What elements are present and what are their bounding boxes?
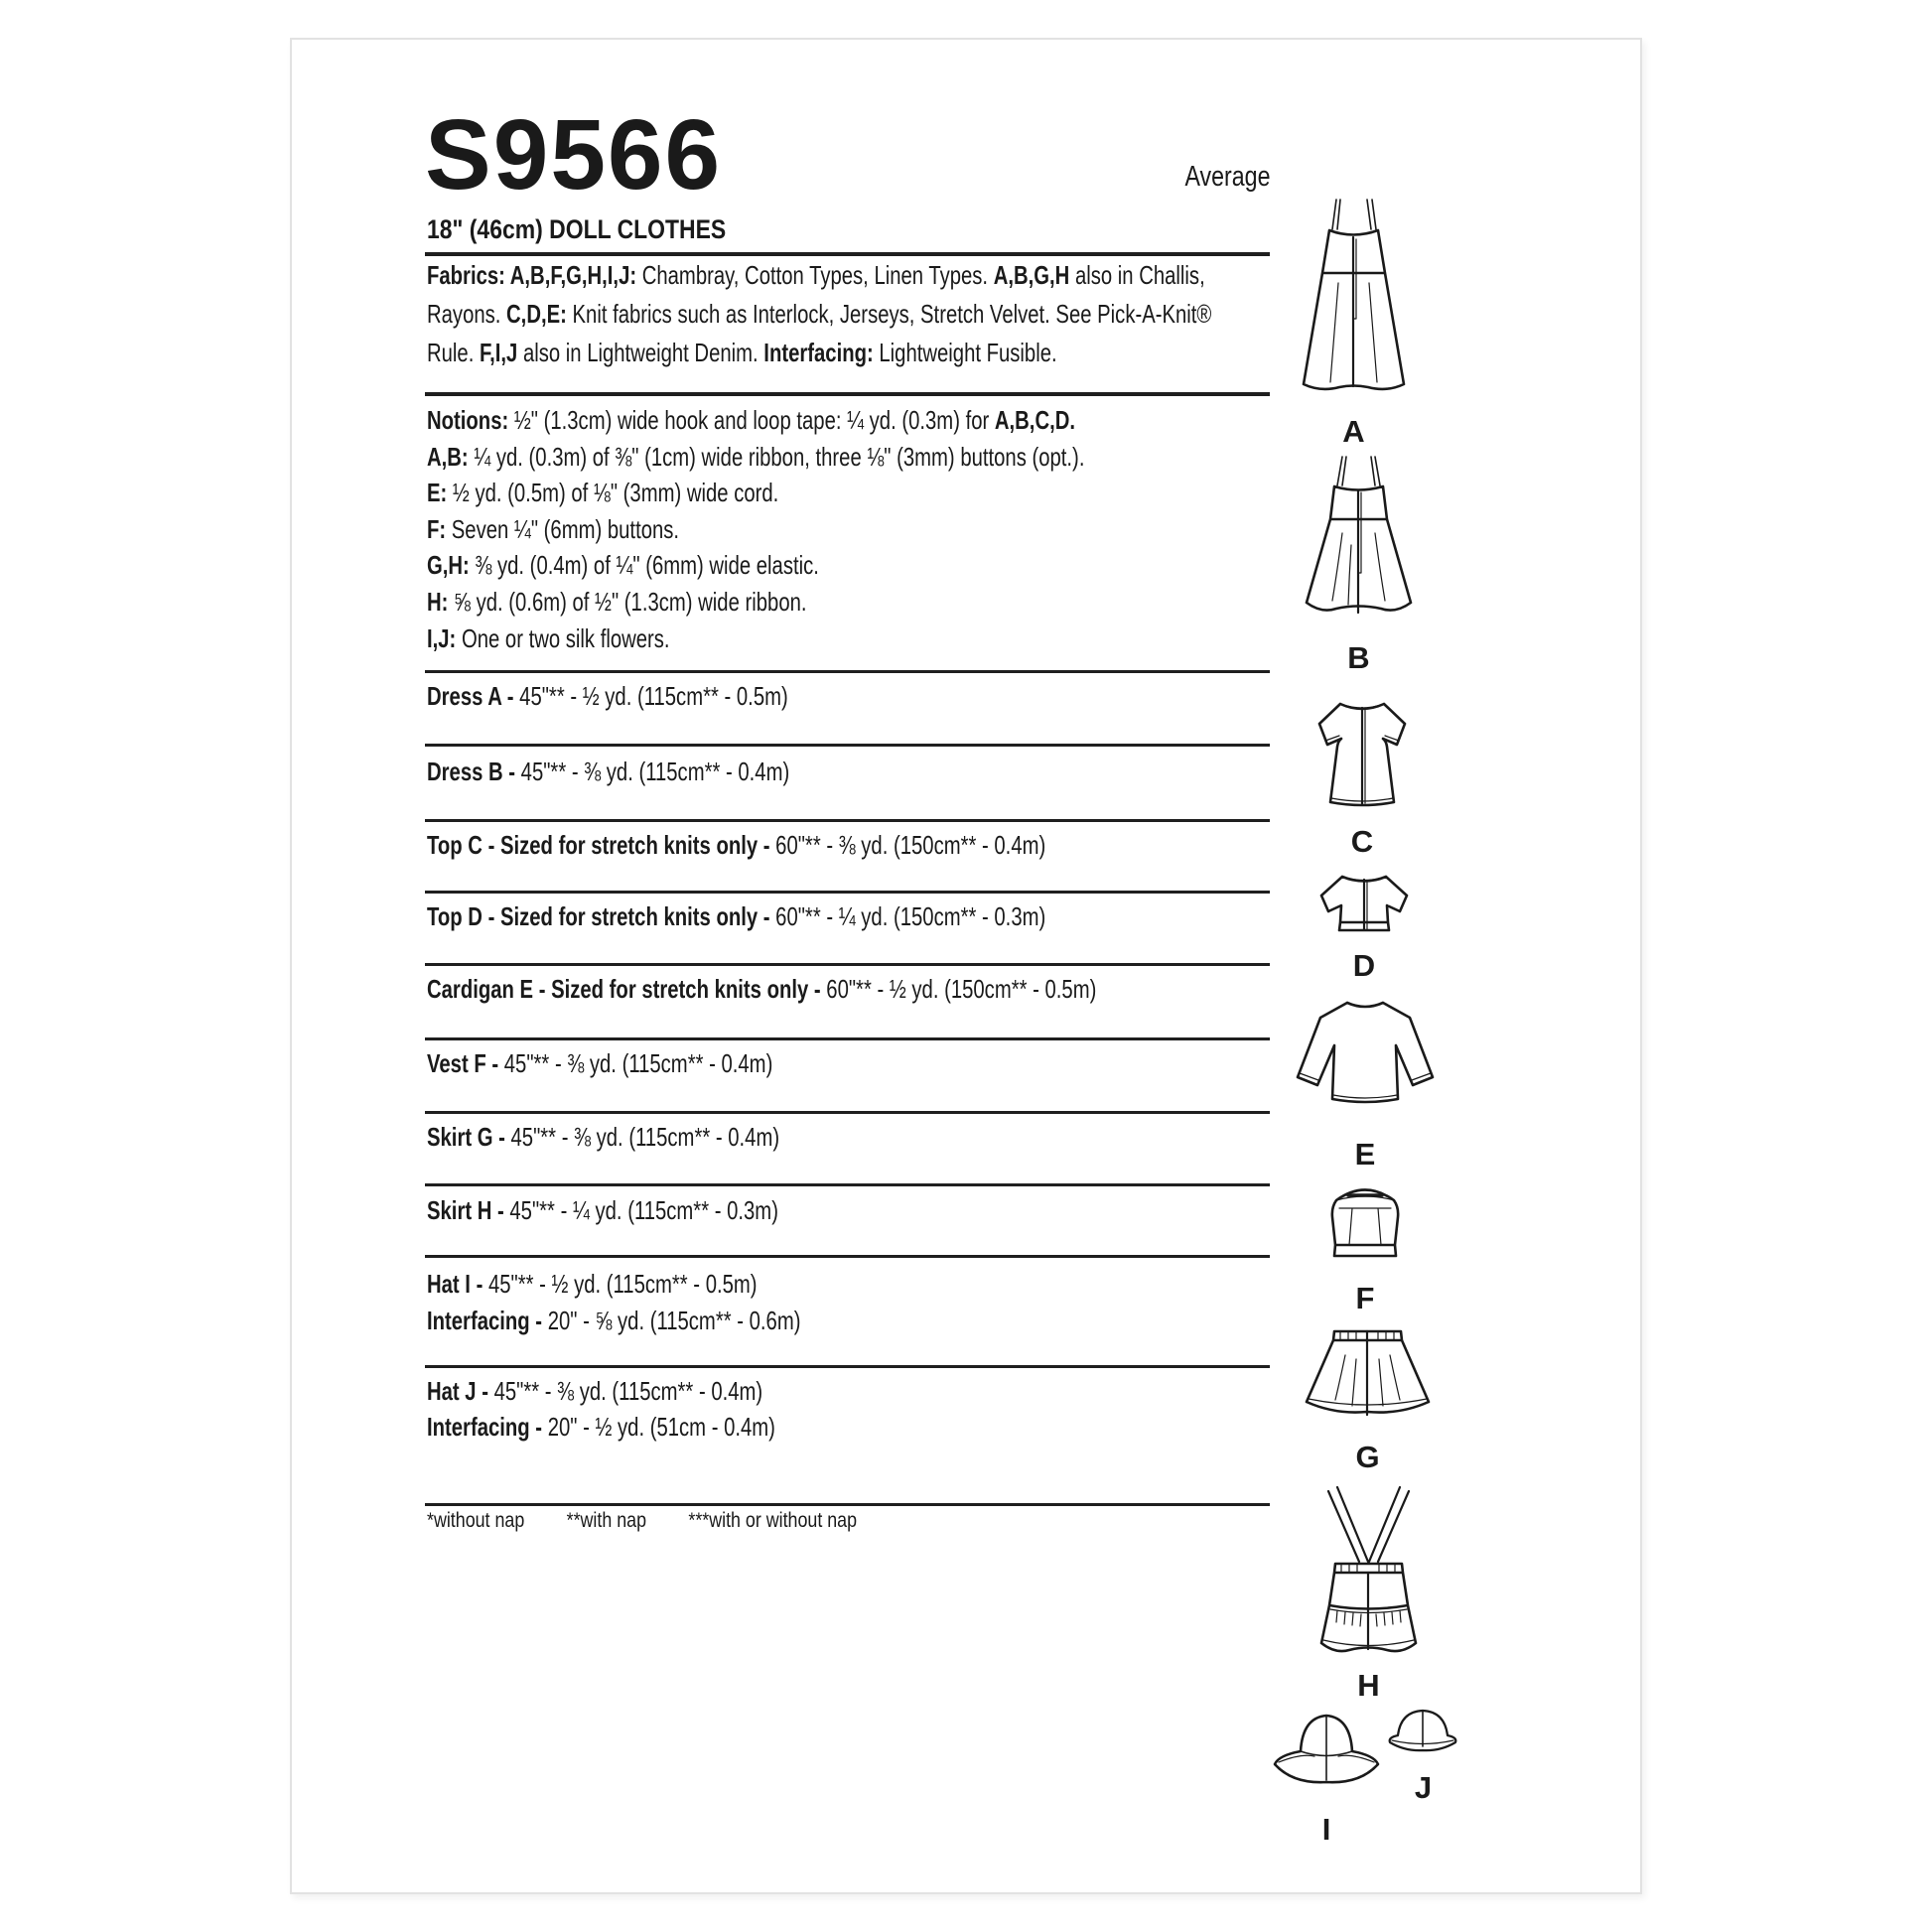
fabrics-line: Rayons. C,D,E: Knit fabrics such as Interlock, Jerseys, Stretch Velvet. See Pick-A-Knit® [427, 299, 1212, 329]
dress-b-icon [1303, 454, 1415, 625]
yardage-row-hat-i: Hat I - 45"** - ½ yd. (115cm** - 0.5m) [427, 1269, 758, 1299]
notions-line: H: ⅝ yd. (0.6m) of ½" (1.3cm) wide ribbon. [427, 586, 807, 617]
notions-line: Notions: ½" (1.3cm) wide hook and loop tape: ¼ yd. (0.3m) for A,B,C,D. [427, 405, 1076, 435]
page-subtitle: 18" (46cm) DOLL CLOTHES [427, 214, 727, 244]
figure-h [1315, 1484, 1422, 1701]
figure-c [1306, 697, 1419, 857]
notions-line: G,H: ⅜ yd. (0.4m) of ¼" (6mm) wide elastic. [427, 550, 819, 581]
difficulty-label: Average [1184, 161, 1270, 193]
figure-i [1271, 1708, 1382, 1845]
figure-label: A [1342, 414, 1365, 449]
yardage-row-dress-a: Dress A - 45"** - ½ yd. (115cm** - 0.5m) [427, 681, 788, 711]
hat-j-icon [1385, 1708, 1461, 1752]
figure-d [1310, 871, 1419, 981]
yardage-row-top-d: Top D - Sized for stretch knits only - 60"** - ¼ yd. (150cm** - 0.3m) [427, 901, 1046, 931]
yardage-row-vest-f: Vest F - 45"** - ⅜ yd. (115cm** - 0.4m) [427, 1048, 773, 1078]
pattern-number: S9566 [425, 99, 723, 210]
top-d-icon [1310, 871, 1419, 933]
hat-i-icon [1271, 1708, 1382, 1784]
yardage-rule [425, 963, 1270, 966]
figure-label: D [1352, 948, 1376, 983]
figure-b [1303, 454, 1415, 673]
yardage-row-hat-j-interfacing: Interfacing - 20" - ½ yd. (51cm - 0.4m) [427, 1412, 775, 1442]
yardage-row-skirt-h: Skirt H - 45"** - ¼ yd. (115cm** - 0.3m) [427, 1195, 778, 1225]
footnote: *without nap [427, 1509, 525, 1532]
yardage-rule-bottom [425, 1503, 1270, 1506]
yardage-row-hat-j: Hat J - 45"** - ⅜ yd. (115cm** - 0.4m) [427, 1376, 763, 1406]
yardage-row-dress-b: Dress B - 45"** - ⅜ yd. (115cm** - 0.4m) [427, 757, 790, 786]
figure-label: J [1414, 1770, 1433, 1805]
figure-label: F [1355, 1281, 1375, 1315]
skirt-g-icon [1301, 1327, 1435, 1422]
figure-j [1385, 1708, 1461, 1803]
fabrics-line: Fabrics: A,B,F,G,H,I,J: Chambray, Cotton Types, Linen Types. A,B,G,H also in Challis, [427, 260, 1205, 290]
yardage-rule [425, 1037, 1270, 1040]
figure-label: I [1321, 1812, 1331, 1847]
yardage-row-cardigan-e: Cardigan E - Sized for stretch knits only - 60"** - ½ yd. (150cm** - 0.5m) [427, 974, 1097, 1004]
vest-f-icon [1325, 1183, 1405, 1263]
figure-g [1301, 1327, 1435, 1472]
figure-label: B [1347, 640, 1370, 675]
yardage-rule [425, 1183, 1270, 1186]
dress-a-icon [1293, 196, 1415, 399]
divider-above-notions [425, 392, 1270, 396]
top-c-icon [1306, 697, 1419, 811]
figure-label: E [1354, 1137, 1376, 1172]
yardage-rule [425, 1365, 1270, 1368]
fabrics-paragraph [427, 256, 1211, 372]
yardage-row-skirt-g: Skirt G - 45"** - ⅜ yd. (115cm** - 0.4m) [427, 1122, 780, 1152]
footnote: **with nap [566, 1509, 646, 1532]
yardage-row-top-c: Top C - Sized for stretch knits only - 60"** - ⅜ yd. (150cm** - 0.4m) [427, 830, 1046, 860]
notions-line: A,B: ¼ yd. (0.3m) of ⅜" (1cm) wide ribbon, three ⅛" (3mm) buttons (opt.). [427, 441, 1085, 472]
figure-f [1325, 1183, 1405, 1313]
cardigan-e-icon [1291, 998, 1440, 1111]
notions-line: E: ½ yd. (0.5m) of ⅛" (3mm) wide cord. [427, 478, 779, 508]
yardage-rule [425, 1255, 1270, 1258]
figure-label: C [1350, 824, 1374, 859]
notions-line: I,J: One or two silk flowers. [427, 622, 670, 653]
pattern-sheet [290, 38, 1642, 1894]
yardage-rule [425, 744, 1270, 747]
figure-label: G [1355, 1440, 1380, 1474]
figure-label: H [1357, 1668, 1380, 1703]
yardage-rule [425, 670, 1270, 673]
yardage-rule [425, 1111, 1270, 1114]
yardage-rule [425, 891, 1270, 894]
yardage-row-hat-i-interfacing: Interfacing - 20" - ⅝ yd. (115cm** - 0.6m) [427, 1306, 801, 1335]
fabrics-line: Rule. F,I,J also in Lightweight Denim. Interfacing: Lightweight Fusible. [427, 338, 1057, 367]
yardage-rule [425, 819, 1270, 822]
notions-line: F: Seven ¼" (6mm) buttons. [427, 513, 680, 544]
figure-e [1291, 998, 1440, 1170]
skirt-h-icon [1315, 1484, 1422, 1657]
notions-paragraph [427, 402, 1084, 656]
nap-footnotes [427, 1509, 894, 1533]
figure-a [1293, 196, 1415, 447]
footnote: ***with or without nap [688, 1509, 858, 1532]
